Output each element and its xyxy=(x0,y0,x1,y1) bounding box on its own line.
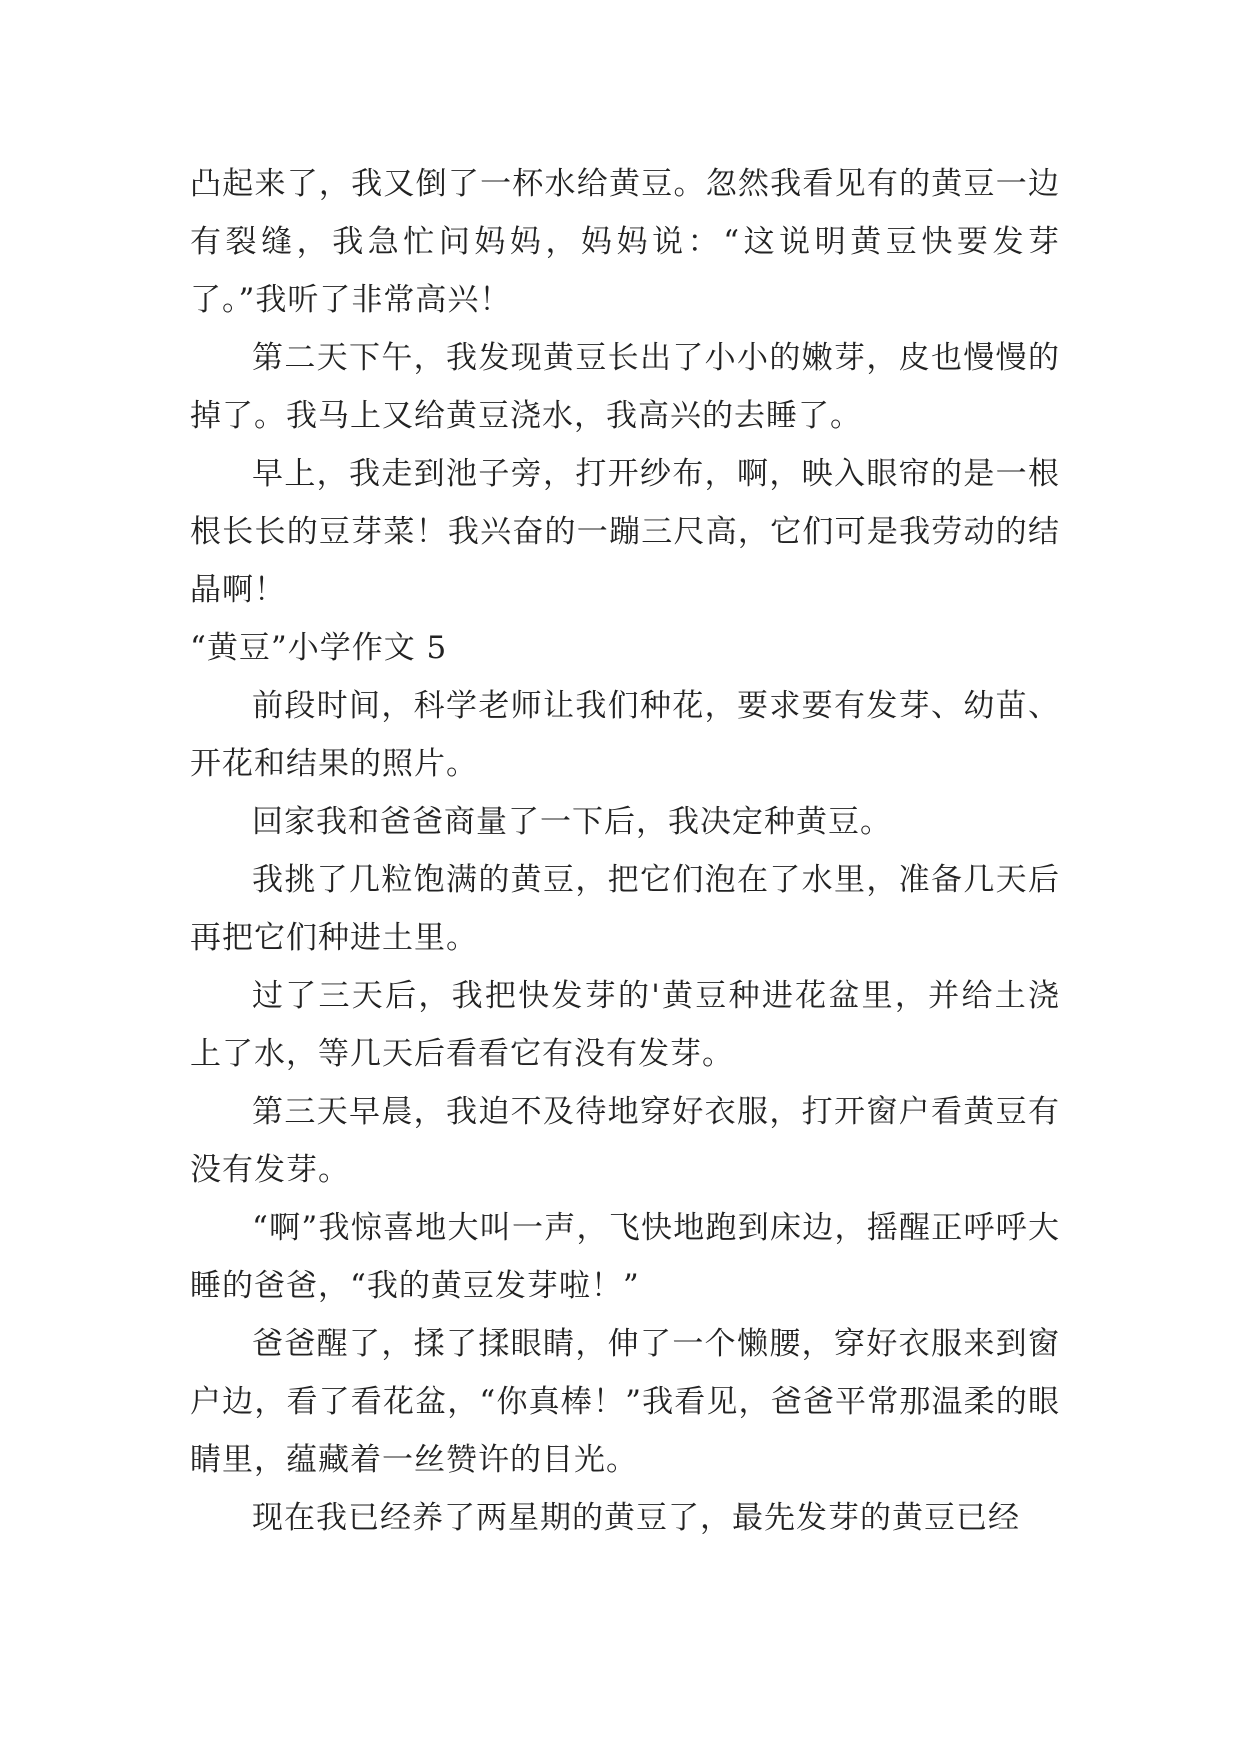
paragraph: “啊”我惊喜地大叫一声，飞快地跑到床边，摇醒正呼呼大睡的爸爸，“我的黄豆发芽啦！” xyxy=(190,1210,1060,1304)
paragraph: 第二天下午，我发现黄豆长出了小小的嫩芽，皮也慢慢的掉了。我马上又给黄豆浇水，我高兴的去睡了。 xyxy=(190,340,1060,434)
paragraph: 我挑了几粒饱满的黄豆，把它们泡在了水里，准备几天后再把它们种进土里。 xyxy=(190,862,1060,956)
paragraph: 回家我和爸爸商量了一下后，我决定种黄豆。 xyxy=(252,804,892,840)
document-body xyxy=(190,155,1060,1547)
paragraph: 前段时间，科学老师让我们种花，要求要有发芽、幼苗、开花和结果的照片。 xyxy=(190,688,1060,782)
paragraph: 现在我已经养了两星期的黄豆了，最先发芽的黄豆已经 xyxy=(252,1500,1020,1536)
paragraph: 早上，我走到池子旁，打开纱布，啊，映入眼帘的是一根根长长的豆芽菜！我兴奋的一蹦三尺高，它们可是我劳动的结晶啊！ xyxy=(190,456,1060,608)
paragraph: 过了三天后，我把快发芽的'黄豆种进花盆里，并给土浇上了水，等几天后看看它有没有发芽。 xyxy=(190,978,1060,1072)
section-heading: “黄豆”小学作文 5 xyxy=(190,630,448,666)
paragraph: 凸起来了，我又倒了一杯水给黄豆。忽然我看见有的黄豆一边有裂缝，我急忙问妈妈，妈妈说：“这说明黄豆快要发芽了。”我听了非常高兴！ xyxy=(190,166,1060,318)
paragraph: 第三天早晨，我迫不及待地穿好衣服，打开窗户看黄豆有没有发芽。 xyxy=(190,1094,1060,1188)
paragraph: 爸爸醒了，揉了揉眼睛，伸了一个懒腰，穿好衣服来到窗户边，看了看花盆，“你真棒！”我看见，爸爸平常那温柔的眼睛里，蕴藏着一丝赞许的目光。 xyxy=(190,1326,1060,1478)
